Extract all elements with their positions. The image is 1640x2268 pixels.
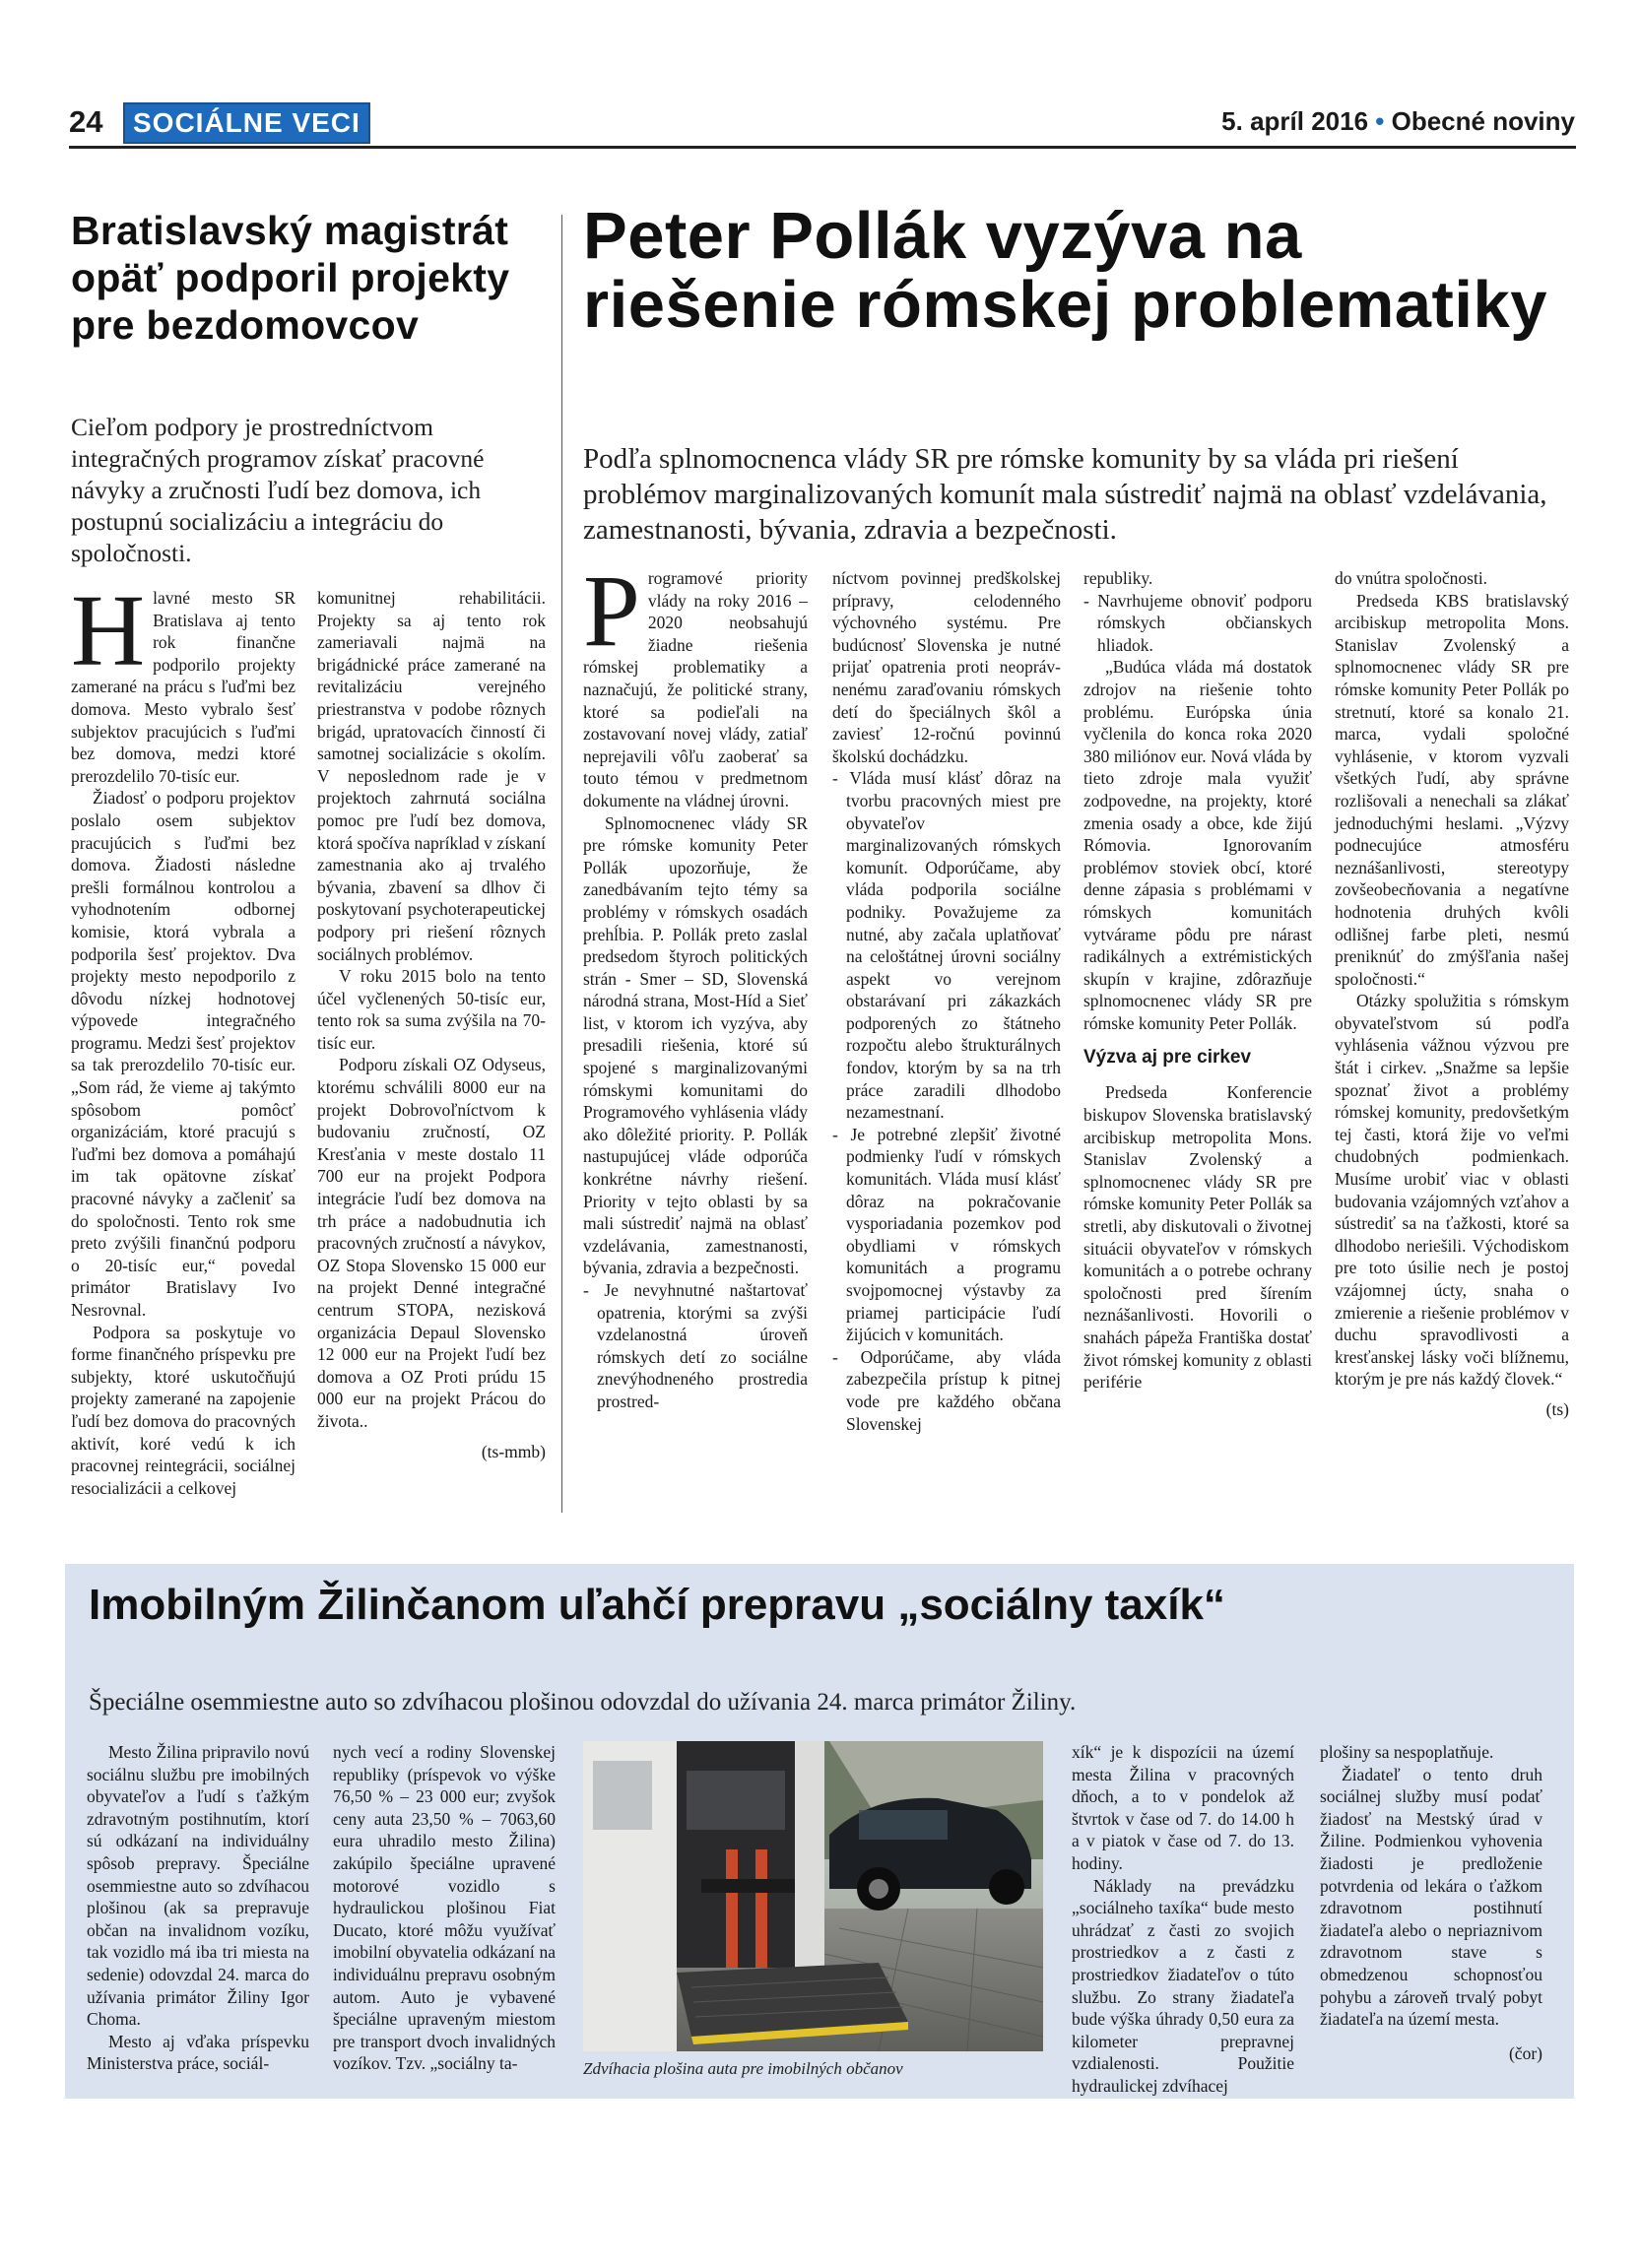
main-article-column-2 bbox=[832, 567, 1061, 1435]
paragraph: níctvom povinnej predškolskej prípravy, celodenného výchovného systému. Pre budúcnosť Slovenska je nutné prijať opatrenia proti neoprávnenému zaraďovaniu rómskych detí do špeciálnych škôl a zaviesť 12-ročnú povinnú školskú dochádzku. bbox=[832, 568, 1061, 766]
paragraph: plošiny sa nespoplatňuje. bbox=[1320, 1742, 1494, 1762]
paragraph: Podporu získali OZ Odyseus, ktorému schválili 8000 eur na projekt Dobrovoľníctvom k budovaniu zručností, OZ Kresťania v meste dostalo 11 700 eur na projekt Podpora integrácie ľudí bez domova na trh práce a nadobudnutia ich pracovných zručností a návykov, OZ Stopa Slovensko 15 000 eur na projekt Denné integračné centrum STOPA, nezisková organizácia Depaul Slovensko 12 000 eur na Projekt ľudí bez domova a OZ Proti prúdu 15 000 eur na projekt Prácou do života.. bbox=[317, 1055, 546, 1431]
paragraph: rogramové priority vlády na roky 2016 – 2020 neobsahujú žiadne riešenia rómskej problematiky a naznačujú, že politické strany, ktoré sa podieľali na zostavovaní novej vlády, zatiaľ neprejavili vôľu zaoberať sa touto témou v predmetnom dokumente na vládnej úrovni. bbox=[583, 568, 808, 810]
paragraph: V roku 2015 bolo na tento účel vyčlenených 50-tisíc eur, tento rok sa suma zvýšila na 70-tisíc eur. bbox=[317, 966, 546, 1053]
paragraph: - Je nevyhnutné naštartovať opatrenia, ktorými sa zvýši vzdelanostná úroveň rómskych detí zo sociálne znevýhodneného prostredia prostred- bbox=[583, 1280, 808, 1411]
main-article-column-3 bbox=[1083, 567, 1312, 1393]
left-article-column-2 bbox=[317, 587, 546, 1462]
column-divider bbox=[561, 215, 562, 1513]
paragraph: Podpora sa poskytuje vo forme finančného príspevku pre subjekty, ktoré uskutočňujú projekty zamerané na zapojenie ľudí bez domova do pracovných aktivít, koré vedú k ich pracovnej reintegrácii, sociálnej resocializácii a celkovej bbox=[71, 1322, 295, 1498]
left-article-lead: Cieľom podpory je prostredníctvom integračných programov získať pracovné návyky a zručnosti ľudí bez domova, ich postupnú socializáciu a integráciu do spoločnosti. bbox=[71, 413, 485, 567]
paragraph: Žiadateľ o tento druh sociálnej služby musí podať žiadosť na Mestský úrad v Žiline. Podmienkou vyhovenia žiadosti je predloženie potvrdenia od lekára o ťažkom zdravotnom postihnutí žiadateľa alebo o nepriaznivom zdravotnom stave s obmedzenou schopnosťou pohybu a zároveň trvalý pobyt žiadateľa na území mesta. bbox=[1320, 1764, 1542, 2030]
header-rule bbox=[69, 146, 1576, 149]
paragraph: xík“ je k dispozícii na území mesta Žilina v pracovných dňoch, a to v pondelok až štvrtok v čase od 7. do 14.00 h a v piatok v čase od 7. do 13. hodiny. bbox=[1072, 1742, 1294, 1873]
paragraph: Splnomocnenec vlády SR pre rómske komunity Peter Pollák upozorňuje, že zanedbávaním tejto témy sa problémy v rómskych osadách prehĺbia. P. Pollák preto zaslal predsedom štyroch politických strán - Smer – SD, Slovenská národná strana, Most-Híd a Sieť list, v ktorom ich vyzýva, aby presadili riešenia, ktoré sú spojené s marginalizovanými rómskymi komunitami do Programového vyhlásenia vlády ako dôležité priority. P. Pollák nastupujúcej vláde odporúča konkrétne návrhy riešení. Priority v tejto oblasti by sa mali sústrediť najmä na oblasť vzdelávania, zamestnanosti, bývania, zdravia a bezpečnosti. bbox=[583, 812, 808, 1278]
wheelchair-lift-photo bbox=[583, 1741, 1043, 2051]
paragraph: komunitnej rehabilitácii. Projekty sa aj tento rok zameriavali najmä na brigádnické práce zamerané na revitalizáciu verejného priestranstva v podobe rôznych brigád, upratovacích činností či samotnej socializácie s okolím. V neposlednom rade je v projektoch zahrnutá sociálna pomoc pre ľudí bez domova, ktorá spočíva napríklad v získaní zamestnania ako aj trvalého bývania, zbavení sa dlhov či poskytovaní psychoterapeutickej podpory pri riešení rôznych sociálnych problémov. bbox=[317, 588, 546, 964]
paragraph: Otázky spolužitia s rómskym obyvateľstvom sú podľa vyhlásenia vážnou výzvou pre štát i cirkev. „Snažme sa lepšie spoznať život a problémy rómskej komunity, predovšetkým tej časti, ktorá žije vo veľmi chudobných podmienkach. Musíme urobiť viac v oblasti budovania vzájomných vzťahov a sústrediť sa na ťažkosti, ktoré sa dlhodobo neriešili. Východiskom pre toto úsilie nech je postoj vzájomnej úcty, snaha o zmierenie a riešenie problémov v duchu spravodlivosti a kresťanskej lásky voči blížnemu, ktorým je pre nás každý človek.“ bbox=[1335, 991, 1569, 1390]
left-article-signature: (ts-mmb) bbox=[481, 1441, 546, 1461]
paragraph: - Navrhujeme obnoviť podporu rómskych občianskych hliadok. bbox=[1083, 590, 1312, 655]
paragraph: Žiadosť o podporu projektov poslalo osem subjektov pracujúcich s ľuďmi bez domova. Žiadosti následne prešli formálnou kontrolou a vyhodnotením odbornej komisie, ktorá vybrala a podporila šesť projektov. Dva projekty mesto nepodporilo z dôvodu nízkej hodnotovej výpovede integračného programu. Medzi šesť projektov sa tak prerozdelilo 70-tisíc eur. „Som rád, že vieme aj takýmto spôsobom pomôcť organizáciám, ktoré pracujú s ľuďmi bez domova a pomáhajú im tak opätovne získať pracovné návyky a začleniť sa do spoločnosti. Tento rok sme preto zvýšili finančnú podporu o 20-tisíc eur,“ povedal primátor Bratislavy Ivo Nesrovnal. bbox=[71, 788, 295, 1320]
paragraph: - Vláda musí klásť dôraz na tvorbu pracovných miest pre obyvateľov marginalizovaných rómskych komunít. Odporúčame, aby vláda podporila sociálne podniky. Považujeme za nutné, aby začala uplatňovať na celoštátnej úrovni sociálny aspekt vo verejnom obstarávaní pri zákazkách podporených zo štátneho rozpočtu alebo štrukturálnych fondov, ktorým by sa na trh práce zaradili dlhodobo nezamestnaní. bbox=[832, 768, 1061, 1123]
bottom-article-column-1 bbox=[87, 1741, 309, 2075]
main-article-column-1 bbox=[583, 554, 808, 1413]
bottom-article-lead: Špeciálne osemmiestne auto so zdvíhacou plošinou odovzdal do užívania 24. marca primátor Žiliny. bbox=[89, 1689, 1077, 1716]
paragraph: Mesto aj vďaka príspevku Ministerstva práce, sociál- bbox=[87, 2031, 309, 2074]
paragraph: lavné mesto SR Bratislava aj tento rok finančne podporilo projekty zamerané na prácu s ľuďmi bez domova. Mesto vybralo šesť subjektov pracujúcich s ľuďmi bez domova, medzi ktoré prerozdelilo 70-tisíc eur. bbox=[71, 588, 295, 786]
paragraph: do vnútra spoločnosti. bbox=[1335, 568, 1488, 588]
main-article-signature: (ts) bbox=[1545, 1398, 1569, 1419]
bottom-article-title: Imobilným Žilinčanom uľahčí prepravu „sociálny taxík“ bbox=[89, 1581, 1225, 1629]
issue-info bbox=[1221, 106, 1575, 137]
paragraph: Mesto Žilina pripravilo novú sociálnu službu pre imobilných obyvateľov a ľudí s ťažkým zdravotným postihnutím, ktorí sú odkázaní na individuálny spôsob prepravy. Špeciálne osemmiestne auto so zdvíhacou plošinou (ak sa prepravuje občan na invalidnom vozíku, tak vozidlo má iba tri miesta na sedenie) odovzdal 24. marca do užívania primátor Žiliny Igor Choma. bbox=[87, 1742, 309, 2030]
newspaper-name: Obecné noviny bbox=[1391, 106, 1575, 136]
main-article-title: Peter Pollák vyzýva na riešenie rómskej problematiky bbox=[583, 199, 1547, 342]
paragraph: Predseda KBS bratislavský arcibiskup metropolita Mons. Stanislav Zvolenský a splnomocnenec vlády SR pre rómske komunity Peter Pollák po stretnutí, ktoré sa konalo 21. marca, vydali spoločné vyhlásenie, v ktorom vyzvali všetkých ľudí, aby správne rozlišovali a nenechali sa zlákať jednoduchými heslami. „Výzvy podnecujúce atmosféru neznášanlivosti, stereotypy zovšeobecňovania a negatívne hodnotenia druhých kvôli odlišnej farbe pleti, nesmú preniknúť do zmýšľania našej spoločnosti.“ bbox=[1335, 590, 1569, 989]
photo-caption: Zdvíhacia plošina auta pre imobilných občanov bbox=[583, 2059, 903, 2078]
paragraph: Predseda Konferencie biskupov Slovenska bratislavský arcibiskup metropolita Mons. Stanislav Zvolenský a splnomocnenec vlády SR pre rómske komunity Peter Pollák sa stretli, aby diskutovali o životnej situácii obyvateľov v rómskych komunitách a o potrebe ochrany spoločnosti pred šírením neznášanlivosti. Hovorili o snahách pápeža Františka dostať život rómskej komunity z oblasti periférie bbox=[1083, 1082, 1312, 1393]
page-number: 24 bbox=[69, 104, 103, 139]
bottom-article-column-3 bbox=[1072, 1741, 1294, 2098]
paragraph: - Odporúčame, aby vláda zabezpečila prístup k pitnej vode pre každého občana Slovenskej bbox=[832, 1346, 1061, 1434]
bottom-article-column-4 bbox=[1320, 1741, 1542, 2064]
paragraph: Náklady na prevádzku „sociálneho taxíka“ bude mesto uhrádzať z časti zo svojich prostriedkov a z časti z prostriedkov žiadateľov o túto službu. Zo strany žiadateľa bude výška úhrady 0,50 eura za kilometer prepravnej vzdialenosti. Použitie hydraulickej zdvíhacej bbox=[1072, 1875, 1294, 2096]
main-article-subheading: Výzva aj pre cirkev bbox=[1083, 1047, 1252, 1069]
issue-date: 5. apríl 2016 bbox=[1221, 106, 1369, 136]
bottom-article-signature: (čor) bbox=[1508, 2042, 1542, 2063]
main-article-lead: Podľa splnomocnenca vlády SR pre rómske komunity by sa vláda pri riešení problémov marginalizovaných komunít mala sústrediť najmä na oblasť vzdelávania, zamestnanosti, bývania, zdravia a bezpečnosti. bbox=[583, 443, 1547, 546]
paragraph: - Je potrebné zlepšiť životné podmienky ľudí v rómskych komunitách. Vláda musí klásť dôraz na pokračovanie vysporiadania pozemkov pod obydliami v rómskych komunitách a programu svojpomocnej výstavby za priamej participácie ľudí žijúcich v komunitách. bbox=[832, 1124, 1061, 1345]
left-article-title: Bratislavský magistrát opäť podporil projekty pre bezdomovcov bbox=[71, 208, 510, 348]
main-article-column-4 bbox=[1335, 567, 1569, 1421]
left-article-column-1 bbox=[71, 574, 295, 1499]
paragraph: „Budúca vláda má dostatok zdrojov na riešenie tohto problému. Európska únia vyčlenila do konca roka 2020 380 miliónov eur. Nová vláda by tieto zdroje mala využiť zodpovedne, na projekty, ktoré zmenia osady a obce, kde žijú Rómovia. Ignorovaním problémov stoviek obcí, ktoré denne zápasia s problémami v rómskych komunitách vytvárame pôdu pre nárast radikálnych a extrémistických skupín v krajine, zdôrazňuje splnomocnenec vlády SR pre rómske komunity Peter Pollák. bbox=[1083, 657, 1312, 1033]
main-article-drop-cap: P bbox=[583, 554, 640, 668]
bottom-article-column-2 bbox=[333, 1741, 556, 2075]
section-label: SOCIÁLNE VECI bbox=[123, 102, 370, 144]
paragraph: republiky. bbox=[1083, 568, 1153, 588]
paragraph: nych vecí a rodiny Slovenskej republiky (príspevok vo výške 76,50 % – 23 000 eur; zvyšok ceny auta 23,50 % – 7063,60 eura uhradilo mesto Žilina) zakúpilo špeciálne upravené motorové vozidlo s hydraulickou plošinou Fiat Ducato, ktoré môžu využívať imobilní obyvatelia odkázaní na individuálnu prepravu osobným autom. Auto je vybavené špeciálne upraveným miestom pre transport dvoch invalidných vozíkov. Tzv. „sociálny ta- bbox=[333, 1742, 556, 2074]
left-article-drop-cap: H bbox=[71, 574, 146, 687]
bullet-icon: • bbox=[1368, 106, 1392, 136]
